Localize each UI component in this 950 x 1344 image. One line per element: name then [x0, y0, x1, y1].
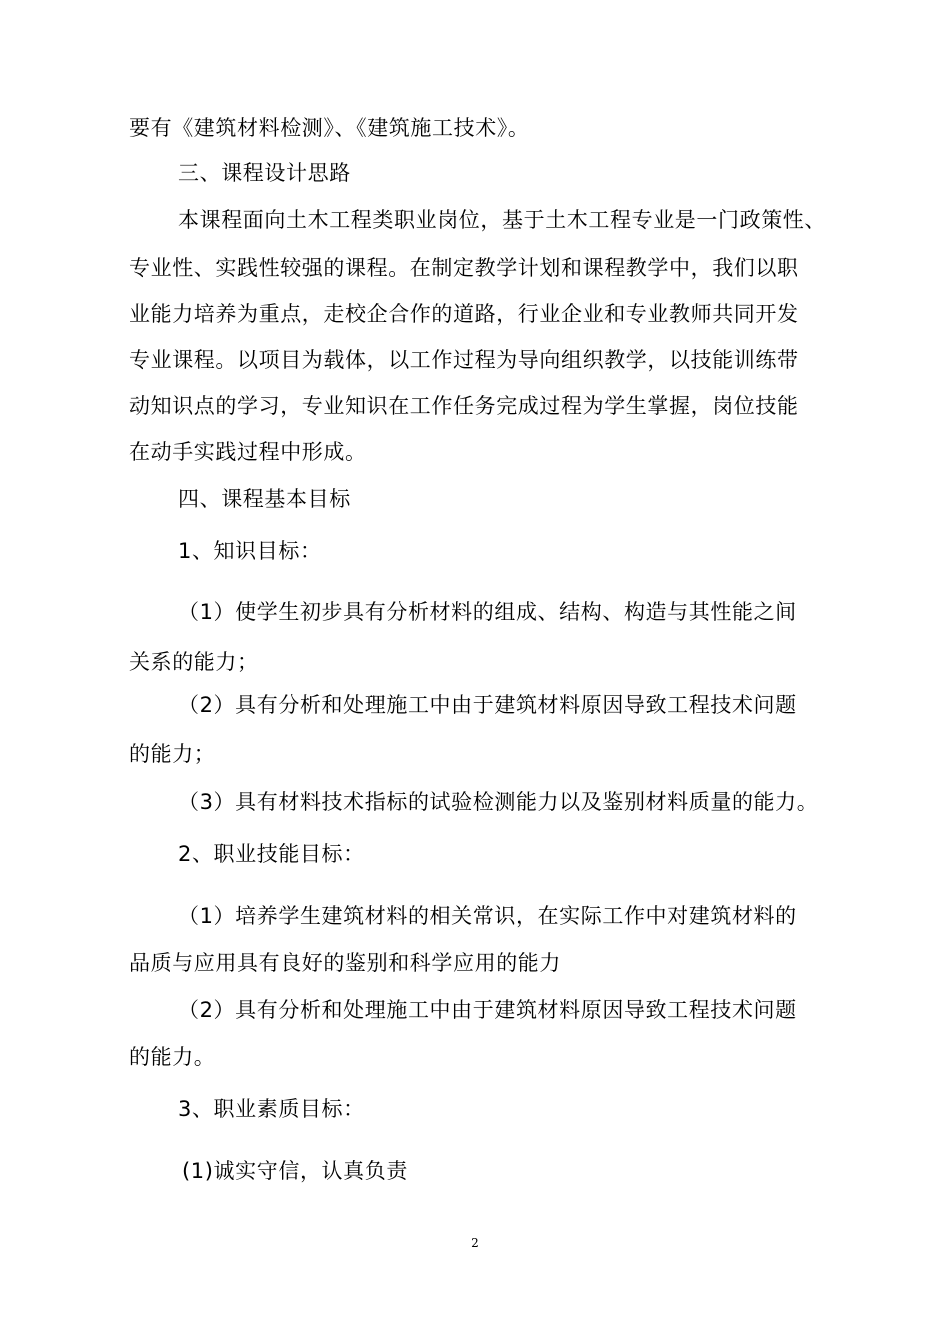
- body-line: 的能力。: [129, 1045, 216, 1069]
- page-number: 2: [471, 1236, 479, 1250]
- body-line: 业能力培养为重点，走校企合作的道路，行业企业和专业教师共同开发: [129, 302, 799, 326]
- body-line: （1）培养学生建筑材料的相关常识，在实际工作中对建筑材料的: [178, 904, 797, 928]
- body-line: 本课程面向土木工程类职业岗位，基于土木工程专业是一门政策性、: [178, 208, 826, 232]
- body-line: （1）使学生初步具有分析材料的组成、结构、构造与其性能之间: [178, 600, 797, 624]
- body-line: 专业课程。以项目为载体，以工作过程为导向组织教学，以技能训练带: [129, 348, 799, 372]
- body-line: 品质与应用具有良好的鉴别和科学应用的能力: [129, 951, 561, 975]
- body-line: （2）具有分析和处理施工中由于建筑材料原因导致工程技术问题: [178, 998, 797, 1022]
- body-line: 的能力；: [129, 742, 216, 766]
- body-line: 要有《建筑材料检测》、《建筑施工技术》。: [129, 116, 530, 140]
- body-line: 动知识点的学习，专业知识在工作任务完成过程为学生掌握，岗位技能: [129, 394, 799, 418]
- subsection-heading: 1、知识目标：: [178, 539, 322, 563]
- body-line: 在动手实践过程中形成。: [129, 440, 367, 464]
- body-line: (1)诚实守信，认真负责: [182, 1159, 408, 1183]
- section-heading: 四、课程基本目标: [178, 487, 351, 511]
- body-line: （2）具有分析和处理施工中由于建筑材料原因导致工程技术问题: [178, 693, 797, 717]
- section-heading: 三、课程设计思路: [178, 161, 351, 185]
- body-line: （3）具有材料技术指标的试验检测能力以及鉴别材料质量的能力。: [178, 790, 819, 814]
- subsection-heading: 2、职业技能目标：: [178, 842, 365, 866]
- body-line: 专业性、实践性较强的课程。在制定教学计划和课程教学中，我们以职: [129, 256, 799, 280]
- subsection-heading: 3、职业素质目标：: [178, 1097, 365, 1121]
- body-line: 关系的能力；: [129, 650, 259, 674]
